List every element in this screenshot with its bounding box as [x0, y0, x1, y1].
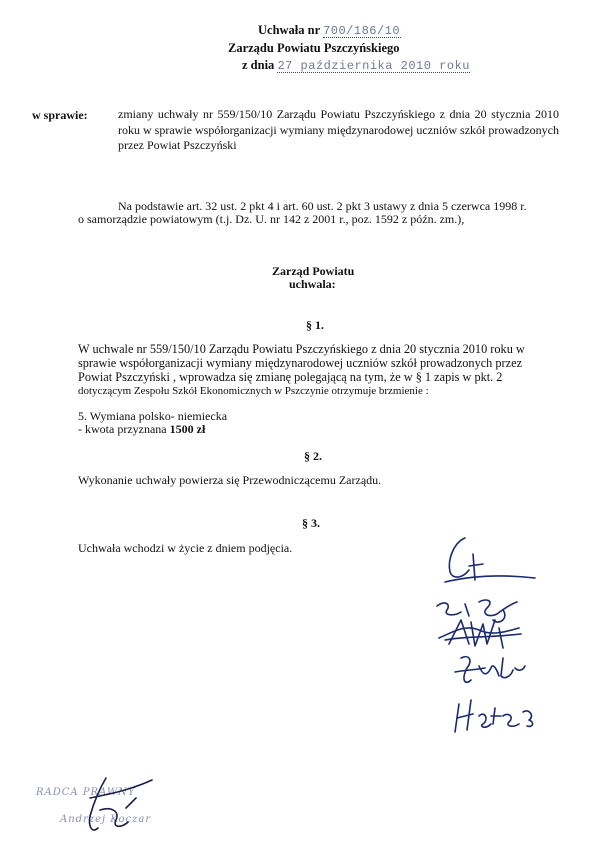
stamp-name: Andrzej Koczar: [60, 814, 152, 825]
section-3-text: Uchwała wchodzi w życie z dniem podjęcia.: [78, 541, 293, 555]
subject-text: zmiany uchwały nr 559/150/10 Zarządu Powiatu Pszczyńskiego z dnia 20 stycznia 2010 roku w sprawie współorganizacji wymiany międzynarodowej uczniów szkół prowadzonych przez Powiat Pszczyński: [118, 107, 559, 152]
section-2-heading: § 2.: [304, 449, 322, 463]
section-3-heading: § 3.: [302, 516, 320, 530]
resolution-number-prefix: Uchwała nr: [258, 23, 324, 37]
stamp-title: RADCA PRAWNY: [36, 787, 136, 798]
resolution-date-line: [242, 58, 470, 73]
resolution-date-prefix: z dnia: [242, 58, 278, 72]
section-1-amount-line: [78, 422, 205, 436]
section-2-text: Wykonanie uchwały powierza się Przewodniczącemu Zarządu.: [78, 473, 382, 487]
section-1-line-1: W uchwale nr 559/150/10 Zarządu Powiatu Pszczyńskiego z dnia 20 stycznia 2010 roku w: [78, 342, 525, 356]
amount-value: 1500 zł: [169, 422, 206, 436]
section-1-line-2: sprawie współorganizacji wymiany międzynarodowej uczniów szkół prowadzonych przez: [78, 356, 523, 370]
subject-label: w sprawie:: [32, 108, 88, 122]
resolution-number-line: [258, 23, 401, 38]
stamp-signature-image: [60, 768, 160, 844]
amount-prefix: - kwota przyznana: [78, 422, 170, 436]
board-name: Zarządu Powiatu Pszczyńskiego: [228, 41, 400, 55]
resolves-heading: uchwala:: [289, 277, 336, 291]
legal-basis-line-1: Na podstawie art. 32 ust. 2 pkt 4 i art. 60 ust. 2 pkt 3 ustawy z dnia 5 czerwca 1998 r.: [118, 199, 527, 213]
resolution-date: 27 października 2010 roku: [277, 59, 470, 73]
section-1-heading: § 1.: [306, 318, 324, 332]
legal-basis-line-2: o samorządzie powiatowym (t.j. Dz. U. nr 142 z 2001 r., poz. 1592 z późn. zm.),: [78, 212, 465, 226]
section-1-line-3: Powiat Pszczyński , wprowadza się zmianę polegającą na tym, że w § 1 zapis w pkt. 2: [78, 370, 503, 384]
section-1-item: 5. Wymiana polsko- niemiecka: [78, 409, 228, 423]
section-1-line-4: dotyczącym Zespołu Szkół Ekonomicznych w Pszczynie otrzymuje brzmienie :: [78, 385, 429, 397]
signatures-image: [425, 520, 575, 740]
board-heading: Zarząd Powiatu: [272, 264, 355, 278]
resolution-number: 700/186/10: [323, 24, 401, 38]
